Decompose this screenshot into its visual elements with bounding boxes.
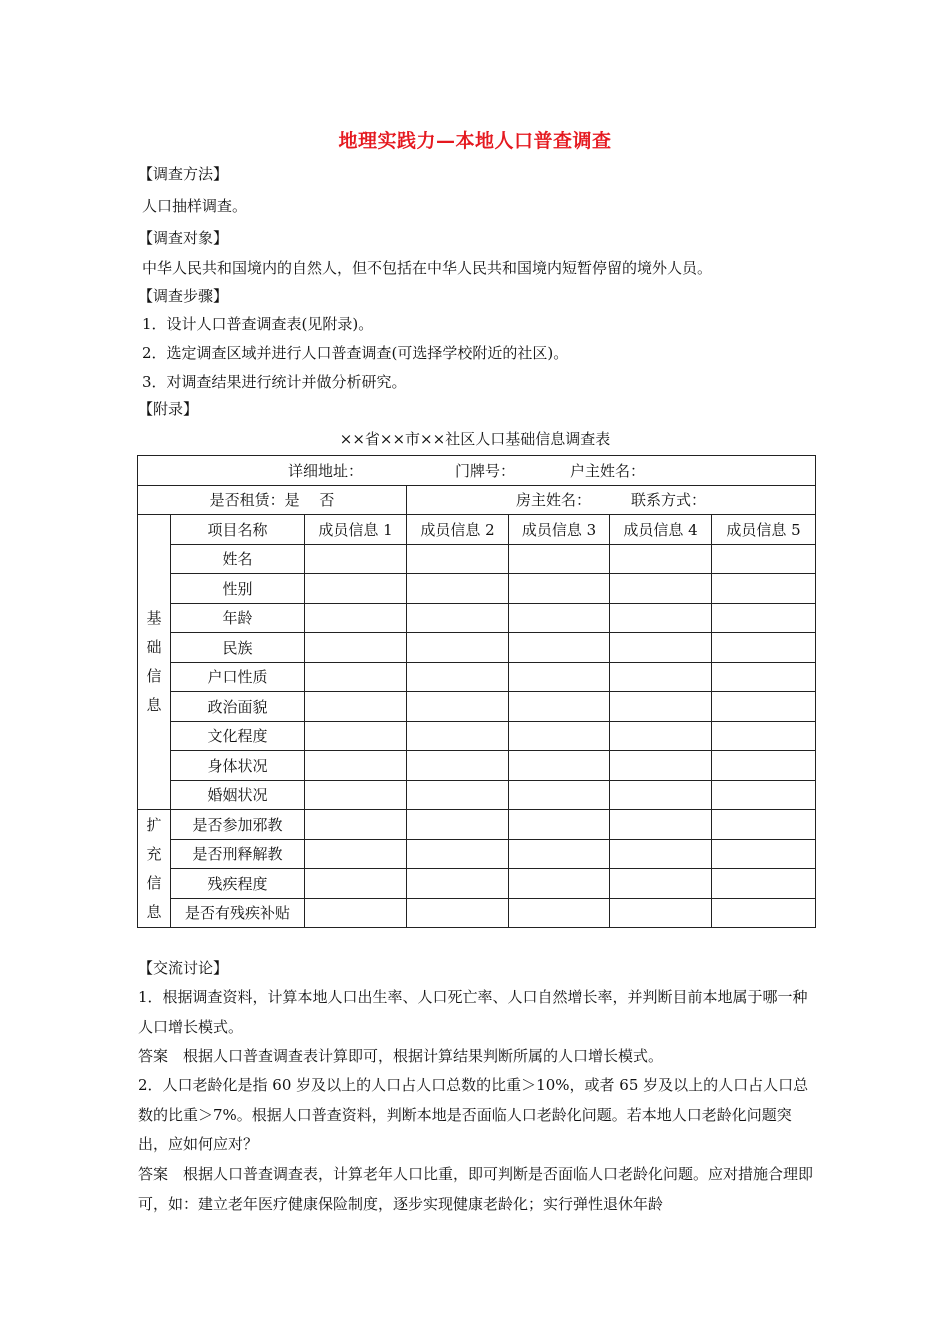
door-label: 门牌号：	[455, 461, 516, 480]
group-char: 信	[146, 667, 162, 685]
row-label: 是否刑释解教	[171, 839, 305, 869]
table-row	[138, 869, 816, 899]
row-label: 残疾程度	[171, 869, 305, 899]
row-label: 身体状况	[171, 751, 305, 781]
row-label: 是否参加邪教	[171, 810, 305, 840]
table-row	[138, 721, 816, 751]
object-heading: 【调查对象】	[138, 229, 229, 247]
row-label: 性别	[171, 574, 305, 604]
address-label: 详细地址：	[288, 461, 364, 480]
table-row	[138, 662, 816, 692]
basic-info-group	[138, 515, 171, 810]
table-row	[138, 692, 816, 722]
column-header: 成员信息 5	[712, 515, 816, 545]
answer-2: 答案 根据人口普查调查表，计算老年人口比重，即可判断是否面临人口老龄化问题。应对措施合理即可，如：建立老年医疗健康保险制度，逐步实现健康老龄化；实行弹性退休年龄	[138, 1165, 814, 1213]
column-header: 项目名称	[171, 515, 305, 545]
row-label: 婚姻状况	[171, 780, 305, 810]
survey-table	[137, 455, 816, 928]
group-char: 基	[146, 609, 162, 627]
step-item: 2．选定调查区域并进行人口普查调查(可选择学校附近的社区)。	[142, 344, 569, 362]
group-char: 充	[146, 844, 162, 863]
discussion-heading: 【交流讨论】	[138, 959, 229, 977]
step-item: 3．对调查结果进行统计并做分析研究。	[142, 373, 407, 391]
row-label: 姓名	[171, 544, 305, 574]
question-1: 1．根据调查资料，计算本地人口出生率、人口死亡率、人口自然增长率，并判断目前本地属于哪一种人口增长模式。	[138, 988, 808, 1036]
address-cell	[138, 456, 816, 486]
owner-label: 户主姓名：	[570, 461, 646, 480]
group-char: 息	[146, 696, 162, 714]
row-label: 年龄	[171, 603, 305, 633]
step-item: 1．设计人口普查调查表(见附录)。	[142, 315, 374, 333]
row-label: 民族	[171, 633, 305, 663]
table-row	[138, 751, 816, 781]
group-char: 扩	[146, 815, 162, 834]
method-heading: 【调查方法】	[138, 165, 229, 183]
steps-heading: 【调查步骤】	[138, 287, 229, 305]
object-text: 中华人民共和国境内的自然人，但不包括在中华人民共和国境内短暂停留的境外人员。	[142, 259, 713, 277]
answer-1: 答案 根据人口普查调查表计算即可，根据计算结果判断所属的人口增长模式。	[138, 1047, 664, 1065]
row-label: 户口性质	[171, 662, 305, 692]
page-title: 地理实践力—本地人口普查调查	[338, 130, 612, 152]
row-label: 文化程度	[171, 721, 305, 751]
extended-info-group	[138, 810, 171, 928]
group-char: 信	[146, 873, 162, 892]
contact-label: 联系方式：	[631, 491, 707, 510]
column-header: 成员信息 2	[407, 515, 509, 545]
table-row	[138, 633, 816, 663]
table-header-row	[138, 515, 816, 545]
appendix-heading: 【附录】	[138, 400, 199, 418]
table-row-address	[138, 456, 816, 486]
method-text: 人口抽样调查。	[142, 197, 248, 215]
group-char: 础	[146, 638, 162, 656]
table-row	[138, 603, 816, 633]
table-row-rent	[138, 485, 816, 515]
column-header: 成员信息 3	[509, 515, 610, 545]
table-row	[138, 898, 816, 928]
table-row	[138, 574, 816, 604]
table-row	[138, 839, 816, 869]
question-2: 2．人口老龄化是指 60 岁及以上的人口占人口总数的比重＞10%，或者 65 岁及以上的人口占人口总数的比重＞7%。根据人口普查资料，判断本地是否面临人口老龄化问题。若本地人口老龄化问题突出，应如何应对？	[138, 1076, 809, 1153]
group-char: 息	[146, 902, 162, 921]
rent-cell	[138, 485, 407, 515]
landlord-cell	[407, 485, 816, 515]
table-row	[138, 810, 816, 840]
table-title: ××省××市××社区人口基础信息调查表	[339, 430, 611, 448]
rent-label: 是否租赁：是 否	[209, 491, 335, 510]
column-header: 成员信息 1	[305, 515, 407, 545]
table-row	[138, 780, 816, 810]
landlord-label: 房主姓名：	[515, 491, 591, 510]
column-header: 成员信息 4	[610, 515, 712, 545]
table-row	[138, 544, 816, 574]
row-label: 是否有残疾补贴	[171, 898, 305, 928]
row-label: 政治面貌	[171, 692, 305, 722]
